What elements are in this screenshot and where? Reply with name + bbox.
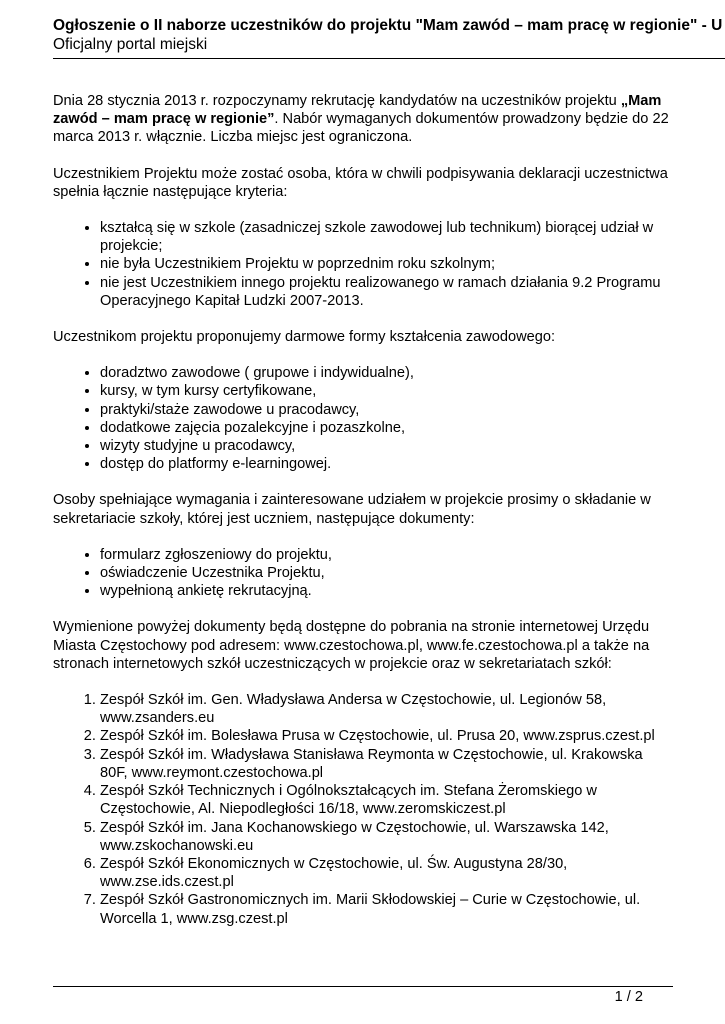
documents-list (53, 546, 673, 601)
intro-text-end: . Nabór wymaganych dokumentów prowadzony będzie do 22 marca 2013 r. włącznie. Liczba miejsc jest ograniczona. (53, 111, 669, 146)
list-item: • dodatkowe zajęcia pozalekcyjne i pozaszkolne, (100, 419, 673, 437)
article-body (53, 92, 673, 946)
list-item: 6. Zespół Szkół Ekonomicznych w Częstochowie, ul. Św. Augustyna 28/30, www.zse.ids.czest.pl (100, 855, 673, 891)
forms-intro: Uczestnikom projektu proponujemy darmowe formy kształcenia zawodowego: (53, 329, 556, 346)
list-item: • formularz zgłoszeniowy do projektu, (100, 546, 673, 564)
footer-divider (53, 986, 673, 987)
list-item: 2. Zespół Szkół im. Bolesława Prusa w Częstochowie, ul. Prusa 20, www.zsprus.czest.pl (100, 727, 673, 745)
list-item: • kształcą się w szkole (zasadniczej szkole zawodowej lub technikum) biorącej udział w projekcie; (100, 219, 673, 255)
list-item: 1. Zespół Szkół im. Gen. Władysława Andersa w Częstochowie, ul. Legionów 58, www.zsanders.eu (100, 691, 673, 727)
intro-text-start: Dnia 28 stycznia 2013 r. rozpoczynamy rekrutację kandydatów na uczestników projektu (53, 93, 621, 109)
documents-intro: Osoby spełniające wymagania i zainteresowane udziałem w projekcie prosimy o składanie w sekretariacie szkoły, której jest uczniem, następujące dokumenty: (53, 492, 651, 527)
list-item: 5. Zespół Szkół im. Jana Kochanowskiego w Częstochowie, ul. Warszawska 142, www.zskochanowski.eu (100, 819, 673, 855)
list-item: • dostęp do platformy e-learningowej. (100, 455, 673, 473)
list-item: • oświadczenie Uczestnika Projektu, (100, 564, 673, 582)
list-item: • nie jest Uczestnikiem innego projektu realizowanego w ramach działania 9.2 Programu Operacyjnego Kapitał Ludzki 2007-2013. (100, 274, 673, 310)
download-info: Wymienione powyżej dokumenty będą dostępne do pobrania na stronie internetowej Urzędu Miasta Częstochowy pod adresem: www.czestochowa.pl, www.fe.czestochowa.pl a także na stronach internetowych szkół uczestniczących w projekcie oraz w sekretariatach szkół: (53, 619, 650, 672)
list-item: 3. Zespół Szkół im. Władysława Stanisława Reymonta w Częstochowie, ul. Krakowska 80F, www.reymont.czestochowa.pl (100, 746, 673, 782)
list-item: • praktyki/staże zawodowe u pracodawcy, (100, 401, 673, 419)
criteria-intro: Uczestnikiem Projektu może zostać osoba, która w chwili podpisywania deklaracji uczestnictwa spełnia łącznie następujące kryteria: (53, 165, 668, 200)
page-subtitle: Oficjalny portal miejski (53, 36, 208, 53)
page-number: 1 / 2 (614, 989, 643, 1005)
forms-list (53, 364, 673, 473)
intro-paragraph (53, 92, 673, 147)
criteria-list (53, 219, 673, 310)
list-item: 7. Zespół Szkół Gastronomicznych im. Marii Skłodowskiej – Curie w Częstochowie, ul. Worcella 1, www.zsg.czest.pl (100, 891, 673, 927)
list-item: 4. Zespół Szkół Technicznych i Ogólnokształcących im. Stefana Żeromskiego w Częstochowie, Al. Niepodległości 16/18, www.zeromskiczest.pl (100, 782, 673, 818)
list-item: • wypełnioną ankietę rekrutacyjną. (100, 582, 673, 600)
page-title: Ogłoszenie o II naborze uczestników do projektu "Mam zawód – mam pracę w regionie" - U (53, 17, 723, 34)
schools-list (53, 691, 673, 928)
document-header (53, 16, 725, 54)
header-divider (53, 58, 725, 59)
list-item: • doradztwo zawodowe ( grupowe i indywidualne), (100, 364, 673, 382)
list-item: • wizyty studyjne u pracodawcy, (100, 437, 673, 455)
project-name: „Mam zawód – mam pracę w regionie” (53, 93, 662, 128)
list-item: • nie była Uczestnikiem Projektu w poprzednim roku szkolnym; (100, 255, 673, 273)
list-item: • kursy, w tym kursy certyfikowane, (100, 382, 673, 400)
